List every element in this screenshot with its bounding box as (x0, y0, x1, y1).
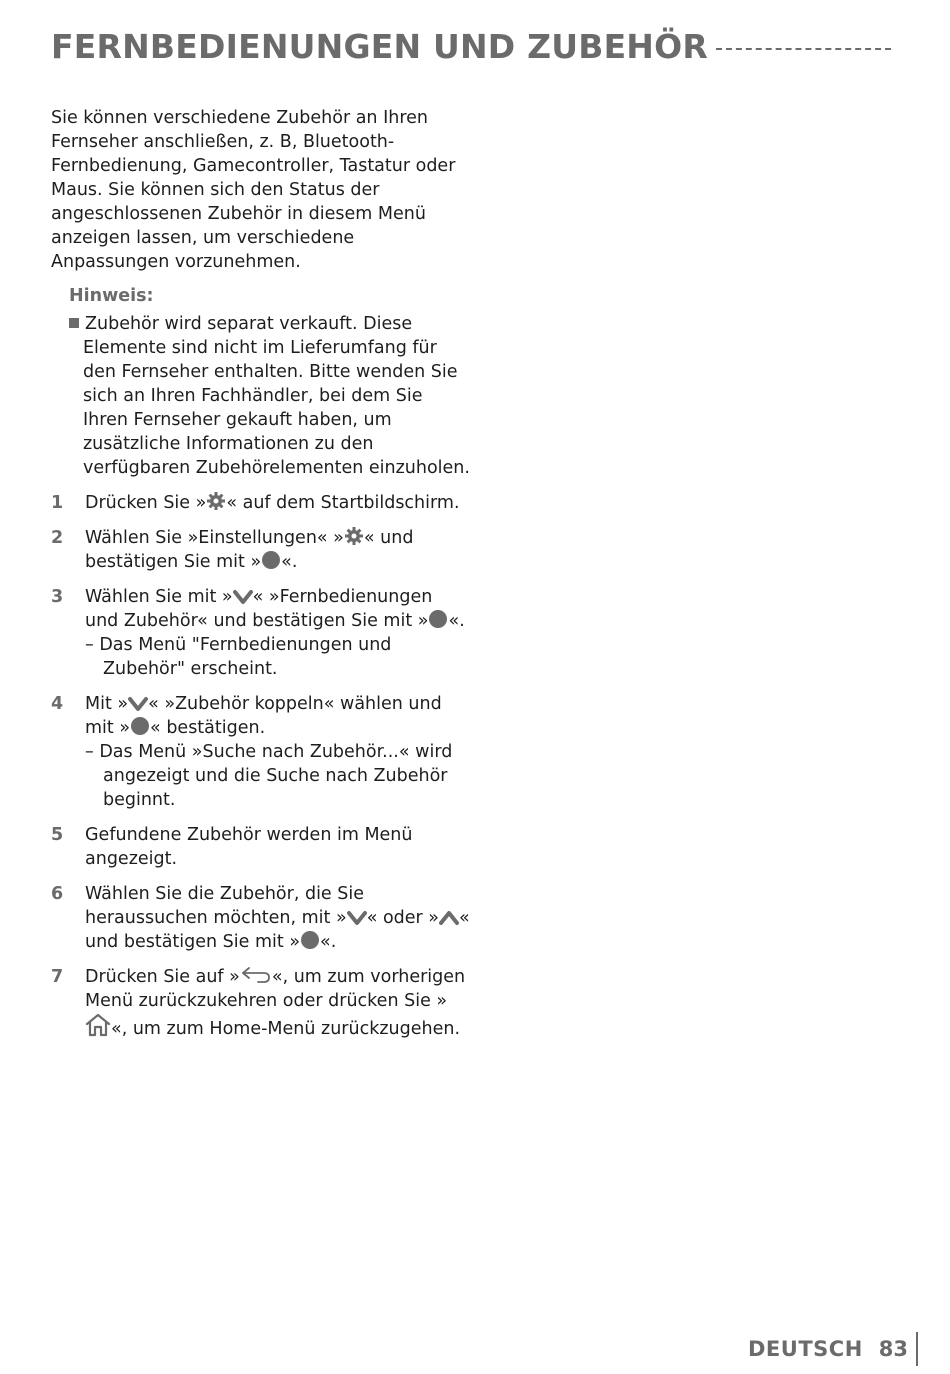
step-text-part: « und bestätigen Sie mit » (85, 528, 414, 572)
ok-button-icon (428, 609, 448, 629)
step-text-part: « auf dem Startbildschirm. (226, 493, 460, 513)
note-item (69, 312, 471, 480)
step-text-part: «. (281, 552, 298, 572)
chevron-down-icon (128, 696, 148, 712)
step-text (85, 491, 471, 515)
note-title: Hinweis: (69, 286, 154, 306)
step-text: Gefundene Zubehör werden im Menü angezeigt. (85, 825, 413, 869)
step-text-part: Wählen Sie mit » (85, 587, 233, 607)
step-text (85, 882, 471, 954)
step-text-part: « »Fernbedienungen und Zubehör« und bestätigen Sie mit » (85, 587, 433, 631)
step-text-part: Wählen Sie »Einstellungen« » (85, 528, 344, 548)
step-1 (51, 491, 471, 515)
home-icon (85, 1013, 111, 1037)
gear-icon (344, 526, 364, 546)
step-text (85, 526, 471, 574)
ok-button-icon (130, 716, 150, 736)
step-text-part: Drücken Sie auf » (85, 967, 240, 987)
footer-language: DEUTSCH (748, 1337, 863, 1361)
chevron-down-icon (347, 910, 367, 926)
step-text-part: «. (320, 932, 337, 952)
step-number: 3 (51, 587, 64, 607)
ok-button-icon (261, 550, 281, 570)
page-number: 83 (879, 1332, 918, 1366)
step-2 (51, 526, 471, 574)
step-text-part: Wählen Sie die Zubehör, die Sie heraussuchen möchten, mit » (85, 884, 364, 928)
step-number: 1 (51, 493, 64, 513)
step-result: – Das Menü »Suche nach Zubehör...« wird angezeigt und die Suche nach Zubehör beginnt. (85, 742, 453, 810)
step-text-part: Mit » (85, 694, 129, 714)
step-number: 2 (51, 528, 64, 548)
note-text: Zubehör wird separat verkauft. Diese Elemente sind nicht im Lieferumfang für den Fernseher enthalten. Bitte wenden Sie sich an Ihren Fachhändler, bei dem Sie Ihren Fernseher gekauft haben, um zusätzliche Informationen zu den verfügbaren Zubehörelementen einzuholen. (83, 314, 470, 478)
gear-icon (206, 491, 226, 511)
intro-paragraph: Sie können verschiedene Zubehör an Ihren Fernseher anschließen, z. B, Bluetooth-Fernbedienung, Gamecontroller, Tastatur oder Maus. Sie können sich den Status der angeschlossenen Zubehör in diesem Menü anzeigen lassen, um verschiedene Anpassungen vorzunehmen. (51, 108, 456, 272)
step-text-part: «. (448, 611, 465, 631)
step-text-part: « und bestätigen Sie mit » (85, 908, 470, 952)
chevron-up-icon (439, 910, 459, 926)
step-3 (51, 585, 471, 681)
step-7 (51, 965, 471, 1041)
step-text (85, 585, 471, 681)
main-content (51, 106, 471, 1041)
page-header (51, 22, 891, 70)
step-text (85, 965, 471, 1041)
back-arrow-icon (240, 965, 272, 985)
step-number: 5 (51, 825, 64, 845)
step-text-part: « oder » (366, 908, 440, 928)
step-result: – Das Menü "Fernbedienungen und Zubehör" erscheint. (85, 635, 392, 679)
page-footer (748, 1331, 918, 1367)
step-5 (51, 823, 471, 871)
step-number: 7 (51, 967, 64, 987)
step-text-part: Drücken Sie » (85, 493, 207, 513)
step-6 (51, 882, 471, 954)
title-rule (716, 48, 891, 50)
step-4 (51, 692, 471, 812)
step-number: 6 (51, 884, 64, 904)
step-text (85, 692, 471, 812)
step-text-part: « bestätigen. (150, 718, 266, 738)
ok-button-icon (300, 930, 320, 950)
step-text-part: « »Zubehör koppeln« wählen und mit » (85, 694, 442, 738)
chevron-down-icon (233, 589, 253, 605)
step-text-part: «, um zum vorherigen Menü zurückzukehren oder drücken Sie » (85, 967, 466, 1011)
page-title: FERNBEDIENUNGEN UND ZUBEHÖR (51, 26, 708, 66)
step-text-part: «, um zum Home-Menü zurückzugehen. (111, 1019, 461, 1039)
bullet-square-icon (69, 318, 79, 328)
step-number: 4 (51, 694, 64, 714)
